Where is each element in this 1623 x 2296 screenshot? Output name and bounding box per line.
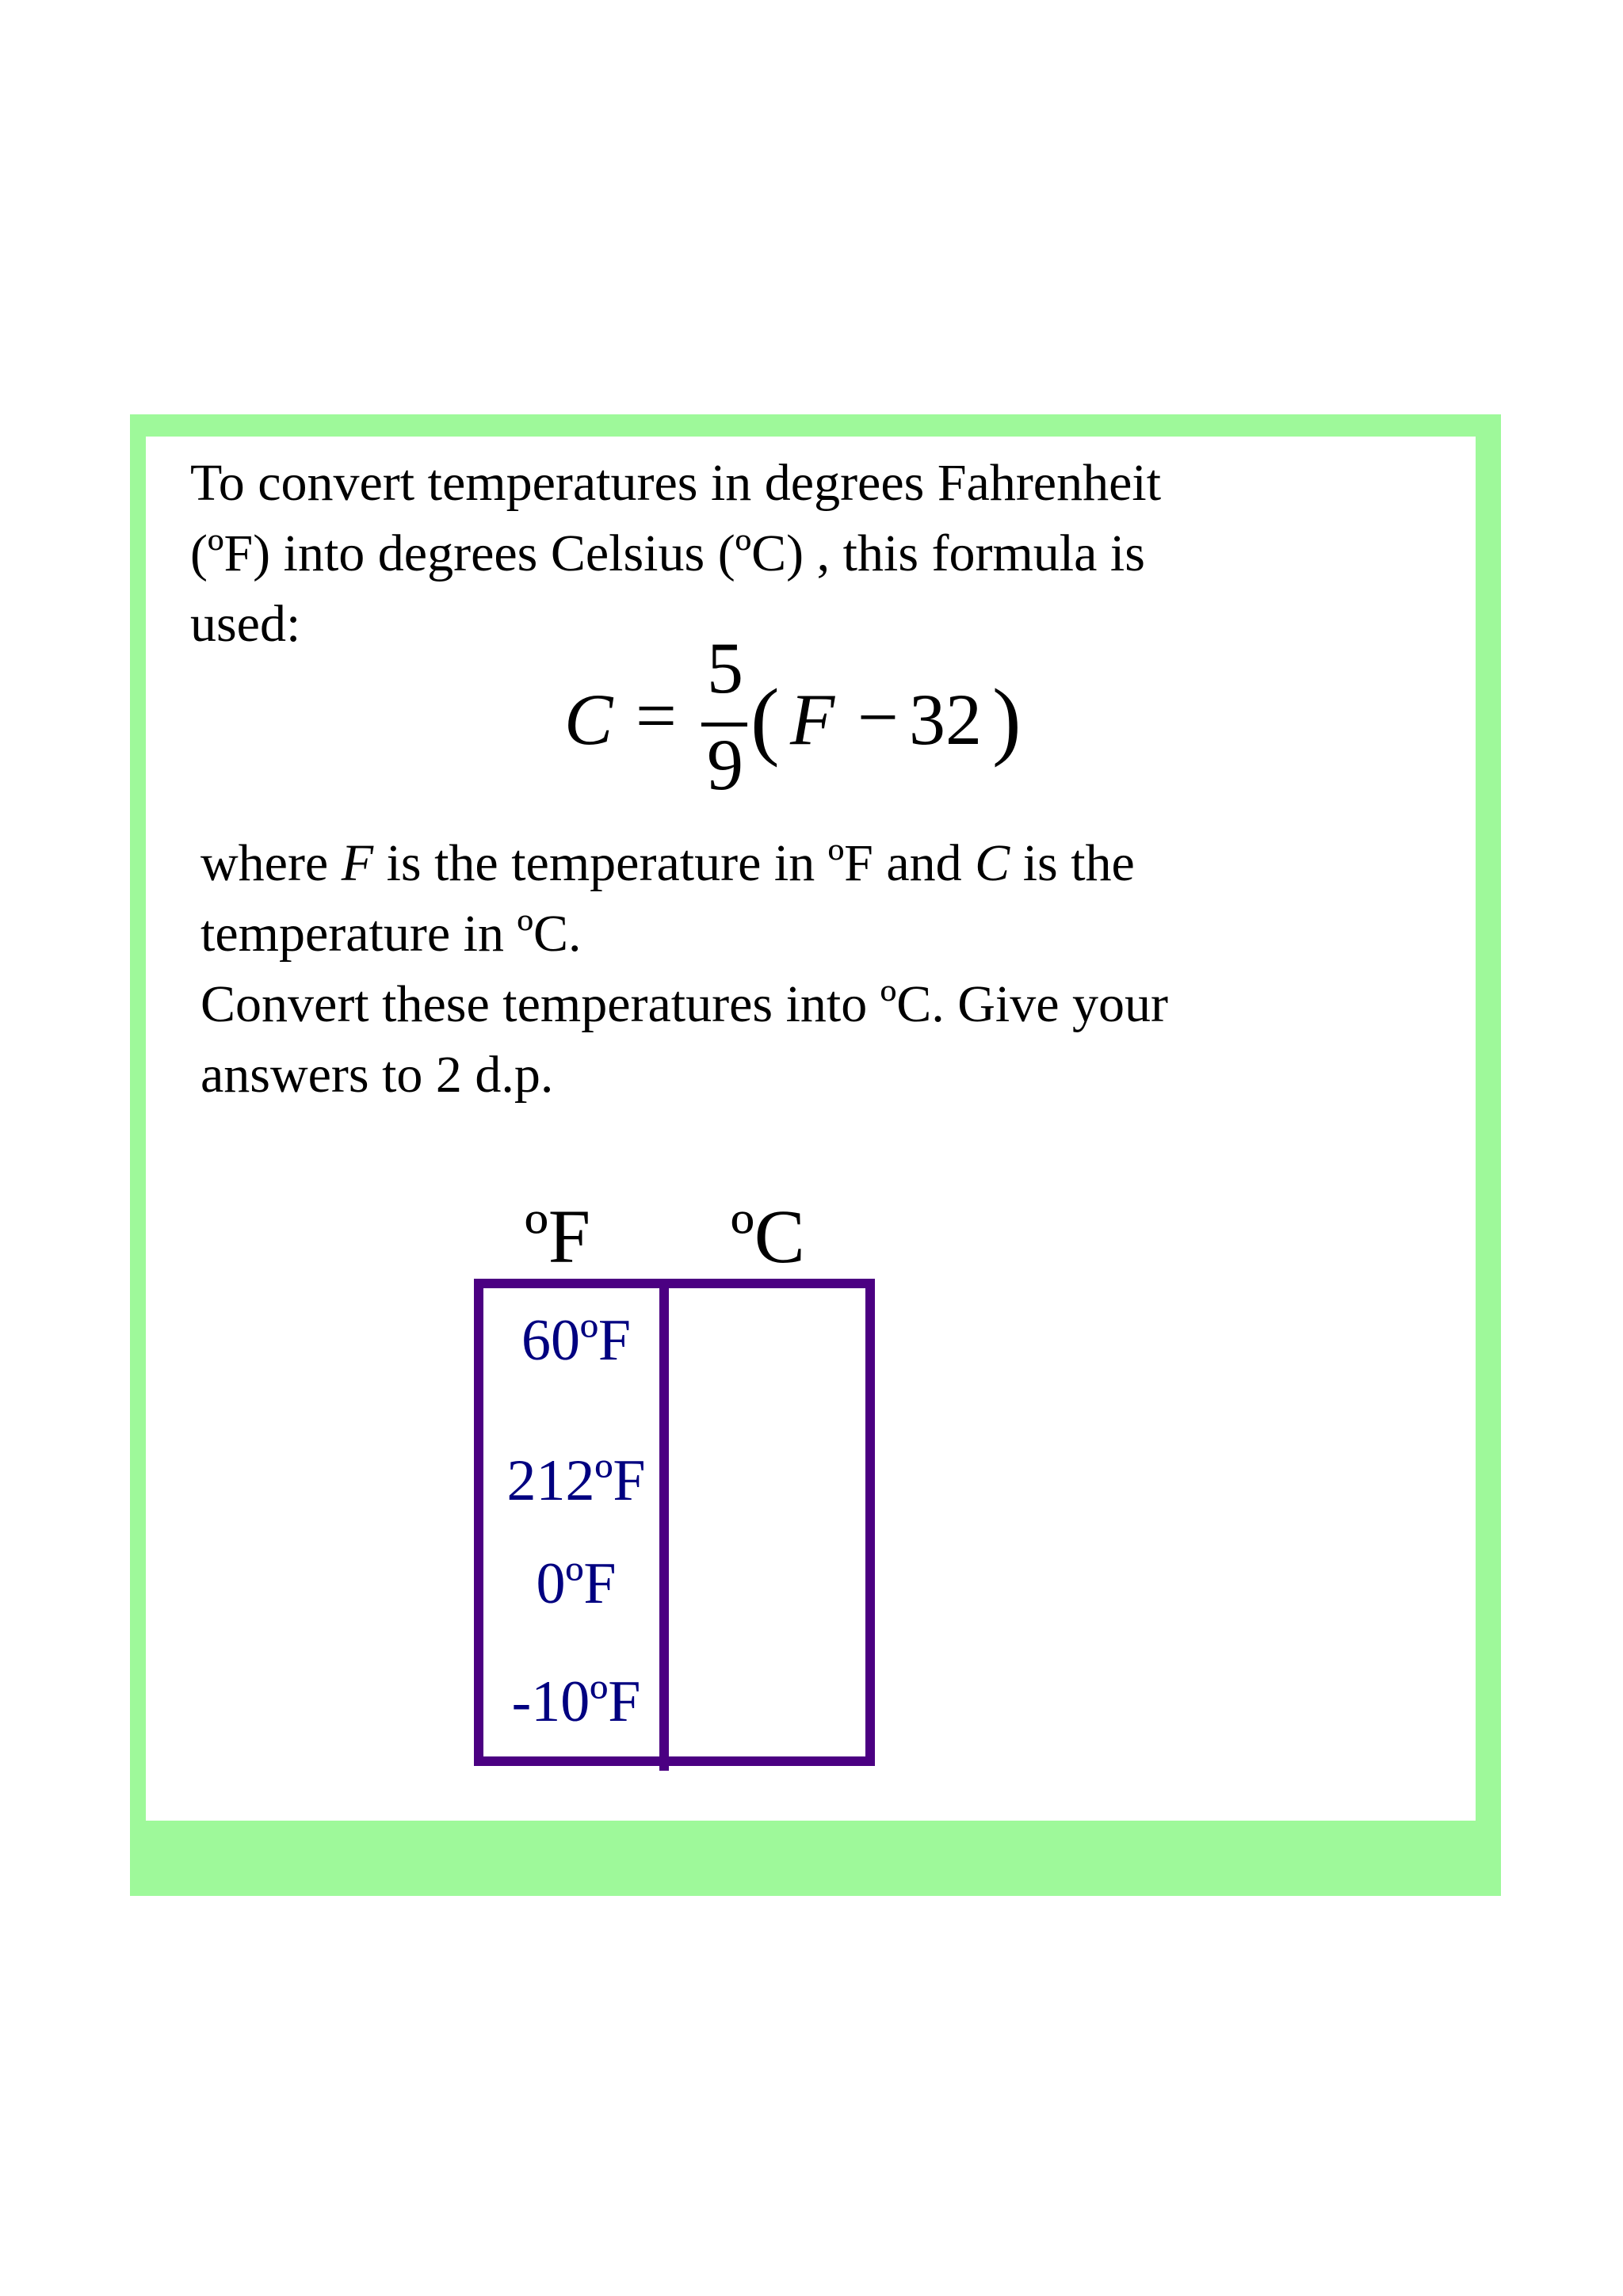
fahrenheit-value: -10ºF — [511, 1669, 641, 1734]
explanation-line: temperature in ºC. — [200, 905, 582, 963]
text: where — [200, 834, 342, 892]
formula-minus: − — [857, 677, 899, 757]
explanation-text — [200, 828, 1168, 1110]
variable-c: C — [975, 834, 1010, 892]
formula-close-paren: ) — [992, 671, 1022, 768]
formula-constant: 32 — [909, 679, 982, 760]
intro-line: (ºF) into degrees Celsius (ºC) , this formula is — [190, 524, 1145, 582]
formula-denominator: 9 — [707, 724, 743, 805]
instruction-line: Convert these temperatures into ºC. Give your — [200, 975, 1168, 1033]
formula-variable: F — [790, 679, 835, 760]
formula-lhs: C — [564, 679, 613, 760]
instruction-line: answers to 2 d.p. — [200, 1046, 554, 1104]
conversion-formula — [564, 626, 1071, 816]
fahrenheit-value: 0ºF — [536, 1551, 617, 1616]
header-celsius: ºC — [731, 1194, 805, 1279]
formula-numerator: 5 — [707, 627, 743, 708]
intro-line: To convert temperatures in degrees Fahrenheit — [190, 454, 1162, 512]
fahrenheit-value: 212ºF — [506, 1448, 646, 1513]
header-fahrenheit: ºF — [525, 1194, 591, 1279]
variable-f: F — [341, 834, 374, 892]
explanation-line — [200, 828, 1168, 898]
formula-open-paren: ( — [750, 671, 780, 768]
fahrenheit-value: 60ºF — [521, 1308, 632, 1373]
formula-equals: = — [636, 675, 677, 756]
text: is the temperature in ºF and — [373, 834, 976, 892]
intro-line: used: — [190, 595, 301, 653]
text: is the — [1010, 834, 1135, 892]
